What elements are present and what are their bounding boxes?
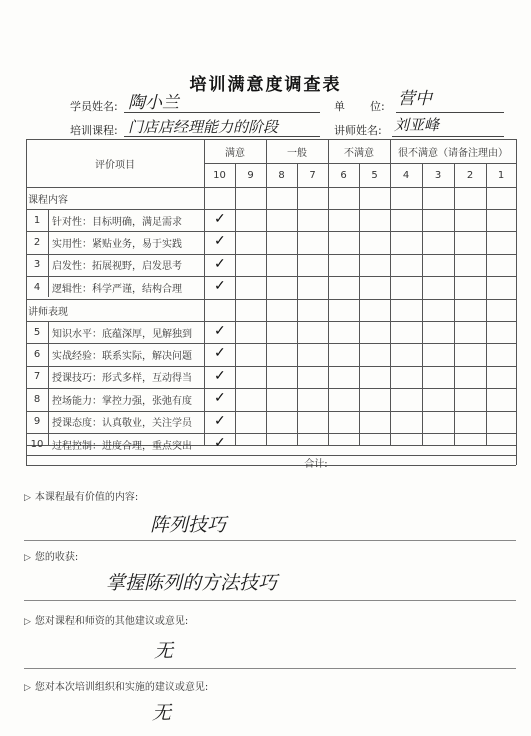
group-average: 一般 [287, 147, 307, 159]
check-mark: ✓ [214, 412, 226, 429]
score-header-7: 7 [309, 169, 316, 181]
score-header-6: 6 [340, 169, 347, 181]
check-mark: ✓ [214, 233, 226, 250]
score-column-line [328, 163, 329, 445]
score-column-line [422, 163, 423, 445]
table-border-bottom [26, 465, 516, 466]
row-number: 1 [33, 214, 41, 226]
row-line [26, 455, 516, 456]
row-item-text: 过程控制：进度合理，重点突出 [52, 440, 192, 452]
row-item-text: 授课态度：认真敬业，关注学员 [52, 418, 192, 430]
question-1-answer: 阵列技巧 [150, 514, 227, 536]
row-item-text: 逻辑性：科学严谨，结构合理 [52, 283, 182, 295]
course-underline [124, 136, 320, 137]
row-item-text: 实战经验：联系实际，解决问题 [52, 351, 192, 363]
course-label: 培训课程: [70, 124, 118, 137]
lecturer-handwritten: 刘亚峰 [394, 116, 440, 134]
score-column-line [486, 163, 487, 445]
score-header-4: 4 [402, 169, 410, 181]
check-mark: ✓ [214, 435, 226, 451]
row-number: 7 [33, 371, 41, 383]
row-item-text: 实用性：紧贴业务，易于实践 [52, 239, 182, 251]
score-column-line [235, 163, 236, 445]
unit-handwritten: 营中 [398, 89, 432, 109]
question-2-answer: 掌握陈列的方法技巧 [106, 572, 278, 594]
check-mark: ✓ [214, 367, 226, 384]
question-1-label: 本课程最有价值的内容: [34, 492, 139, 503]
row-item-text: 知识水平：底蕴深厚，见解独到 [52, 328, 192, 340]
score-header-3: 3 [434, 169, 442, 181]
row-item-text: 启发性：拓展视野，启发思考 [52, 261, 182, 273]
question-4 [24, 678, 516, 693]
lecturer-underline [392, 136, 504, 137]
group-satisfied: 满意 [225, 147, 245, 159]
group-very-unsatisfied: 很不满意（请备注理由） [398, 147, 508, 159]
section-lecturer-performance: 讲师表现 [28, 306, 68, 318]
name-underline [124, 112, 320, 113]
question-3-answer: 无 [154, 640, 174, 662]
unit-label-a: 单 [334, 100, 345, 113]
row-item-text: 控场能力：掌控力强，张弛有度 [52, 395, 192, 407]
divider-2 [24, 600, 516, 601]
question-3-label: 您对课程和师资的其他建议或意见: [34, 616, 189, 627]
row-number: 5 [33, 326, 41, 338]
score-column-line [390, 163, 391, 445]
course-handwritten: 门店店经理能力的阶段 [128, 118, 279, 136]
arrow-icon: ▷ [24, 683, 31, 693]
row-number: 8 [33, 393, 41, 405]
arrow-icon: ▷ [24, 553, 31, 563]
divider-3 [24, 668, 516, 669]
score-column-line [266, 163, 267, 445]
total-label: 合计: [304, 458, 328, 470]
score-header-8: 8 [278, 169, 285, 181]
group-unsatisfied: 不满意 [344, 147, 374, 159]
score-column-line [516, 163, 517, 445]
row-number: 6 [33, 349, 41, 361]
score-column-line [297, 163, 298, 445]
score-column-line [359, 163, 360, 445]
evaluation-table [26, 139, 516, 470]
arrow-icon: ▷ [24, 493, 31, 503]
unit-underline [396, 112, 504, 113]
score-header-5: 5 [371, 169, 378, 181]
form-title: 培训满意度调查表 [189, 75, 342, 95]
lecturer-label: 讲师姓名: [334, 124, 382, 137]
check-mark: ✓ [214, 255, 226, 272]
check-mark: ✓ [214, 323, 226, 339]
question-2 [24, 548, 516, 563]
check-mark: ✓ [214, 345, 226, 362]
check-mark: ✓ [214, 278, 226, 295]
row-number: 3 [33, 259, 41, 271]
score-header-1: 1 [497, 169, 505, 181]
row-number: 2 [33, 237, 41, 249]
unit-label-b: 位: [370, 100, 385, 113]
item-header: 评价项目 [95, 159, 135, 171]
number-column-line [48, 321, 49, 445]
check-mark: ✓ [214, 390, 226, 407]
row-number: 9 [33, 416, 41, 428]
score-column-line [454, 163, 455, 445]
name-handwritten: 陶小兰 [128, 93, 179, 113]
question-4-label: 您对本次培训组织和实施的建议或意见: [34, 682, 209, 693]
question-2-label: 您的收获: [34, 552, 79, 563]
question-4-answer: 无 [152, 702, 172, 724]
row-number: 4 [33, 281, 41, 293]
score-header-9: 9 [247, 169, 254, 181]
question-3 [24, 612, 516, 627]
score-header-2: 2 [466, 169, 474, 181]
arrow-icon: ▷ [24, 617, 31, 627]
name-label: 学员姓名: [70, 100, 118, 113]
row-item-text: 针对性：目标明确，满足需求 [52, 216, 182, 228]
divider-1 [24, 540, 516, 541]
section-course-content: 课程内容 [28, 194, 68, 206]
question-1 [24, 488, 516, 503]
check-mark: ✓ [214, 211, 226, 227]
row-item-text: 授课技巧：形式多样，互动得当 [52, 373, 192, 385]
score-header-10: 10 [213, 169, 226, 181]
row-number: 10 [30, 438, 44, 450]
